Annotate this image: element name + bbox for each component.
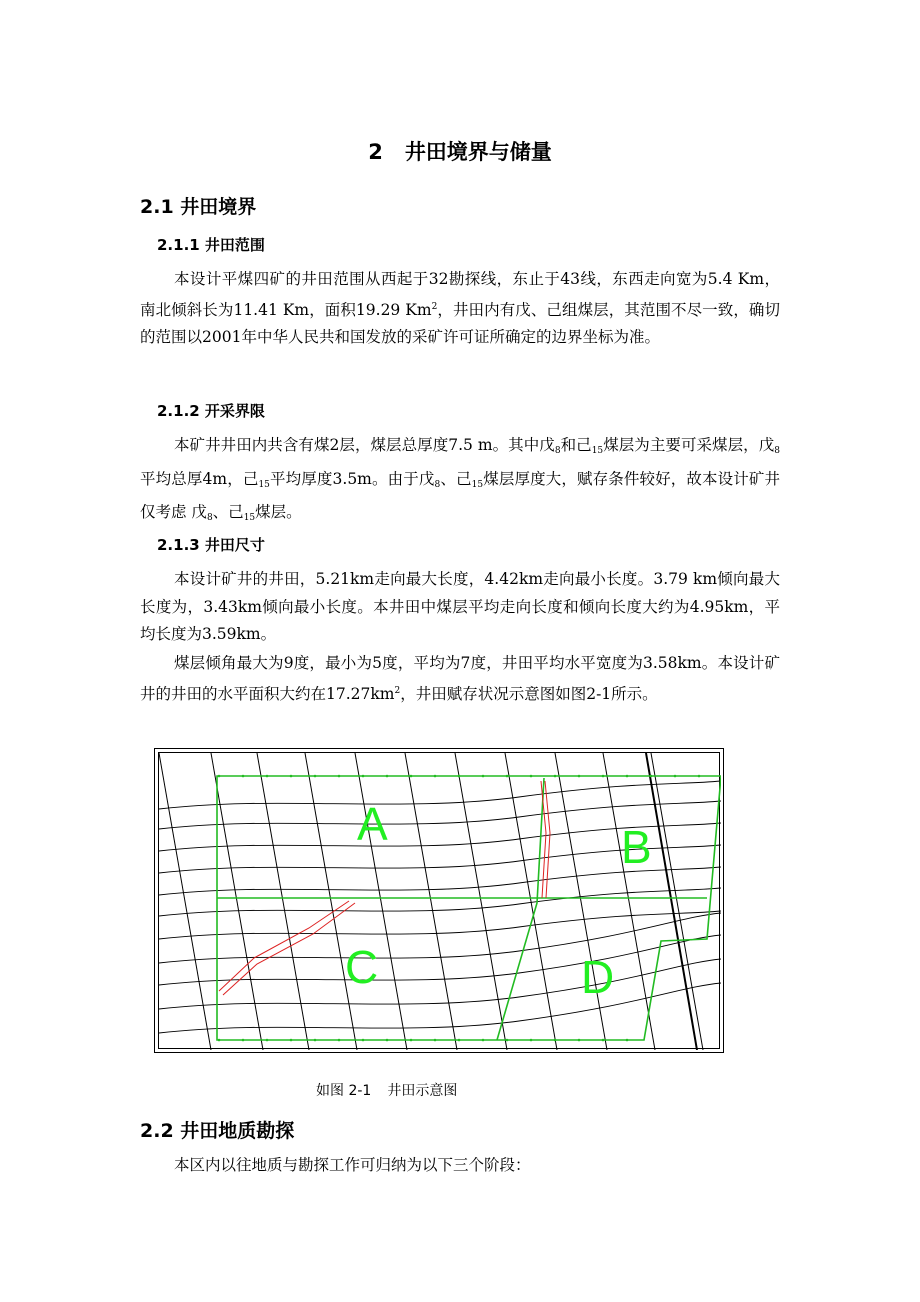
strike-line <box>159 983 721 1033</box>
superscript: 2 <box>431 301 438 312</box>
subscript: 8 <box>774 446 780 456</box>
superscript: 2 <box>394 685 401 696</box>
text-run: 本矿井井田内共含有煤2层，煤层总厚度7.5 m。其中戊 <box>174 436 555 454</box>
region-label-b: B <box>621 821 652 873</box>
region-label-a: A <box>357 798 388 850</box>
section-heading-2-2: 2.2 井田地质勘探 <box>140 1120 295 1142</box>
red-fault-diagonal-b <box>223 903 355 995</box>
boundary-tick <box>530 1039 533 1042</box>
boundary-tick <box>434 775 437 778</box>
section-heading-2-1: 2.1 井田境界 <box>140 196 257 218</box>
boundary-tick <box>362 775 365 778</box>
grid-line-vertical <box>455 753 507 1050</box>
chapter-title-text: 井田境界与储量 <box>404 140 552 164</box>
text-run: 、己 <box>440 469 472 488</box>
grid-line-vertical <box>405 753 457 1050</box>
boundary-tick <box>266 1039 269 1042</box>
boundary-tick <box>338 1039 341 1042</box>
text-run: 煤层厚度大，赋存条件较好，故本设计矿井仅考虑 戊 <box>140 469 780 521</box>
text-run: 和己 <box>560 436 592 454</box>
subscript: 15 <box>471 479 484 490</box>
boundary-tick <box>578 775 581 778</box>
boundary-tick <box>386 775 389 778</box>
paragraph-text: 本设计平煤四矿的井田范围从西起于32勘探线，东止于43线，东西走向宽为5.4 Km，南北倾斜长为11.41 Km，面积19.29 Km <box>140 270 780 319</box>
text-run: 煤层为主要可采煤层，戊 <box>603 436 775 454</box>
paragraph-2-2: 本区内以往地质与勘探工作可归纳为以下三个阶段： <box>174 1156 531 1174</box>
mine-field-figure <box>154 748 724 1053</box>
paragraph-2-1-3-a: 本设计矿井的井田，5.21km走向最大长度，4.42km走向最小长度。3.79 km倾向最大长度为，3.43km倾向最小长度。本井田中煤层平均走向长度和倾向长度大约为4.95km，平均长度为3.59km。 <box>140 570 780 643</box>
region-label-c: C <box>345 941 379 993</box>
boundary-tick <box>290 1039 293 1042</box>
red-fault-diagonal-a <box>219 901 349 991</box>
boundary-tick <box>434 1039 437 1042</box>
caption-text: 井田示意图 <box>387 1083 458 1099</box>
text-run: 煤层。 <box>255 503 302 521</box>
text-run: 、己 <box>212 503 244 521</box>
fault-line-thick <box>646 753 697 1050</box>
boundary-tick <box>602 775 605 778</box>
boundary-tick <box>506 775 509 778</box>
boundary-tick <box>386 1039 389 1042</box>
boundary-tick <box>218 1039 221 1042</box>
subscript: 8 <box>434 479 441 490</box>
subscript: 15 <box>258 479 270 490</box>
boundary-tick <box>458 775 461 778</box>
boundary-tick <box>506 1039 509 1042</box>
subsection-heading-2-1-2: 2.1.2 开采界限 <box>157 402 265 420</box>
paragraph-2-1-2 <box>140 432 780 533</box>
grid-line-vertical <box>211 753 263 1050</box>
boundary-tick <box>314 1039 317 1042</box>
boundary-tick <box>242 775 245 778</box>
boundary-tick <box>602 1039 605 1042</box>
strike-line <box>159 935 721 985</box>
boundary-tick <box>578 1039 581 1042</box>
boundary-tick <box>554 775 557 778</box>
boundary-tick <box>242 1039 245 1042</box>
chapter-number: 2 <box>368 140 383 164</box>
boundary-tick <box>266 775 269 778</box>
strike-line <box>159 959 721 1009</box>
boundary-tick <box>626 775 629 778</box>
grid-line-vertical <box>305 753 357 1050</box>
subscript: 8 <box>554 446 561 456</box>
paragraph-2-1-1 <box>140 266 780 352</box>
boundary-tick <box>362 1039 365 1042</box>
boundary-tick <box>410 775 413 778</box>
boundary-tick <box>530 775 533 778</box>
figure-frame <box>158 752 720 1049</box>
grid-line-vertical <box>651 753 703 1050</box>
boundary-tick <box>482 775 485 778</box>
paragraph-text-tail: ，井田内有戊、己组煤层，其范围不尽一致，确切的范围以2001年中华人民共和国发放的采矿许可证所确定的边界坐标为准。 <box>140 300 780 346</box>
grid-line-vertical <box>555 753 607 1050</box>
boundary-tick <box>458 1039 461 1042</box>
boundary-tick <box>554 1039 557 1042</box>
caption-number: 如图 2-1 <box>316 1083 372 1099</box>
paragraph-text: 煤层倾角最大为9度，最小为5度，平均为7度，井田平均水平宽度为3.58km。本设计矿井的井田的水平面积大约在17.27km <box>140 654 780 703</box>
text-run: 平均厚度3.5m。由于戊 <box>269 469 435 488</box>
field-boundary <box>217 776 721 1040</box>
text-run: 平均总厚4m，己 <box>140 469 259 488</box>
boundary-tick <box>338 775 341 778</box>
boundary-tick <box>410 1039 413 1042</box>
chapter-title <box>0 136 920 166</box>
paragraph-2-1-3-b <box>140 650 780 708</box>
boundary-tick <box>482 1039 485 1042</box>
region-label-d: D <box>581 951 615 1003</box>
subscript: 15 <box>243 513 256 523</box>
boundary-tick <box>626 1039 629 1042</box>
grid-line-vertical <box>257 753 309 1050</box>
figure-caption <box>316 1080 457 1100</box>
boundary-tick <box>650 775 653 778</box>
inner-divider-diagonal <box>497 778 544 1040</box>
boundary-tick <box>698 775 701 778</box>
boundary-tick <box>218 775 221 778</box>
paragraph-text-tail: ，井田赋存状况示意图如图2-1所示。 <box>400 684 658 703</box>
subscript: 15 <box>591 446 604 456</box>
strike-line <box>159 888 721 916</box>
boundary-tick <box>674 775 677 778</box>
boundary-tick <box>290 775 293 778</box>
mine-field-map <box>159 753 721 1050</box>
subsection-heading-2-1-1: 2.1.1 井田范围 <box>157 236 265 254</box>
subscript: 8 <box>206 513 213 523</box>
subsection-heading-2-1-3: 2.1.3 井田尺寸 <box>157 536 265 554</box>
boundary-tick <box>314 775 317 778</box>
